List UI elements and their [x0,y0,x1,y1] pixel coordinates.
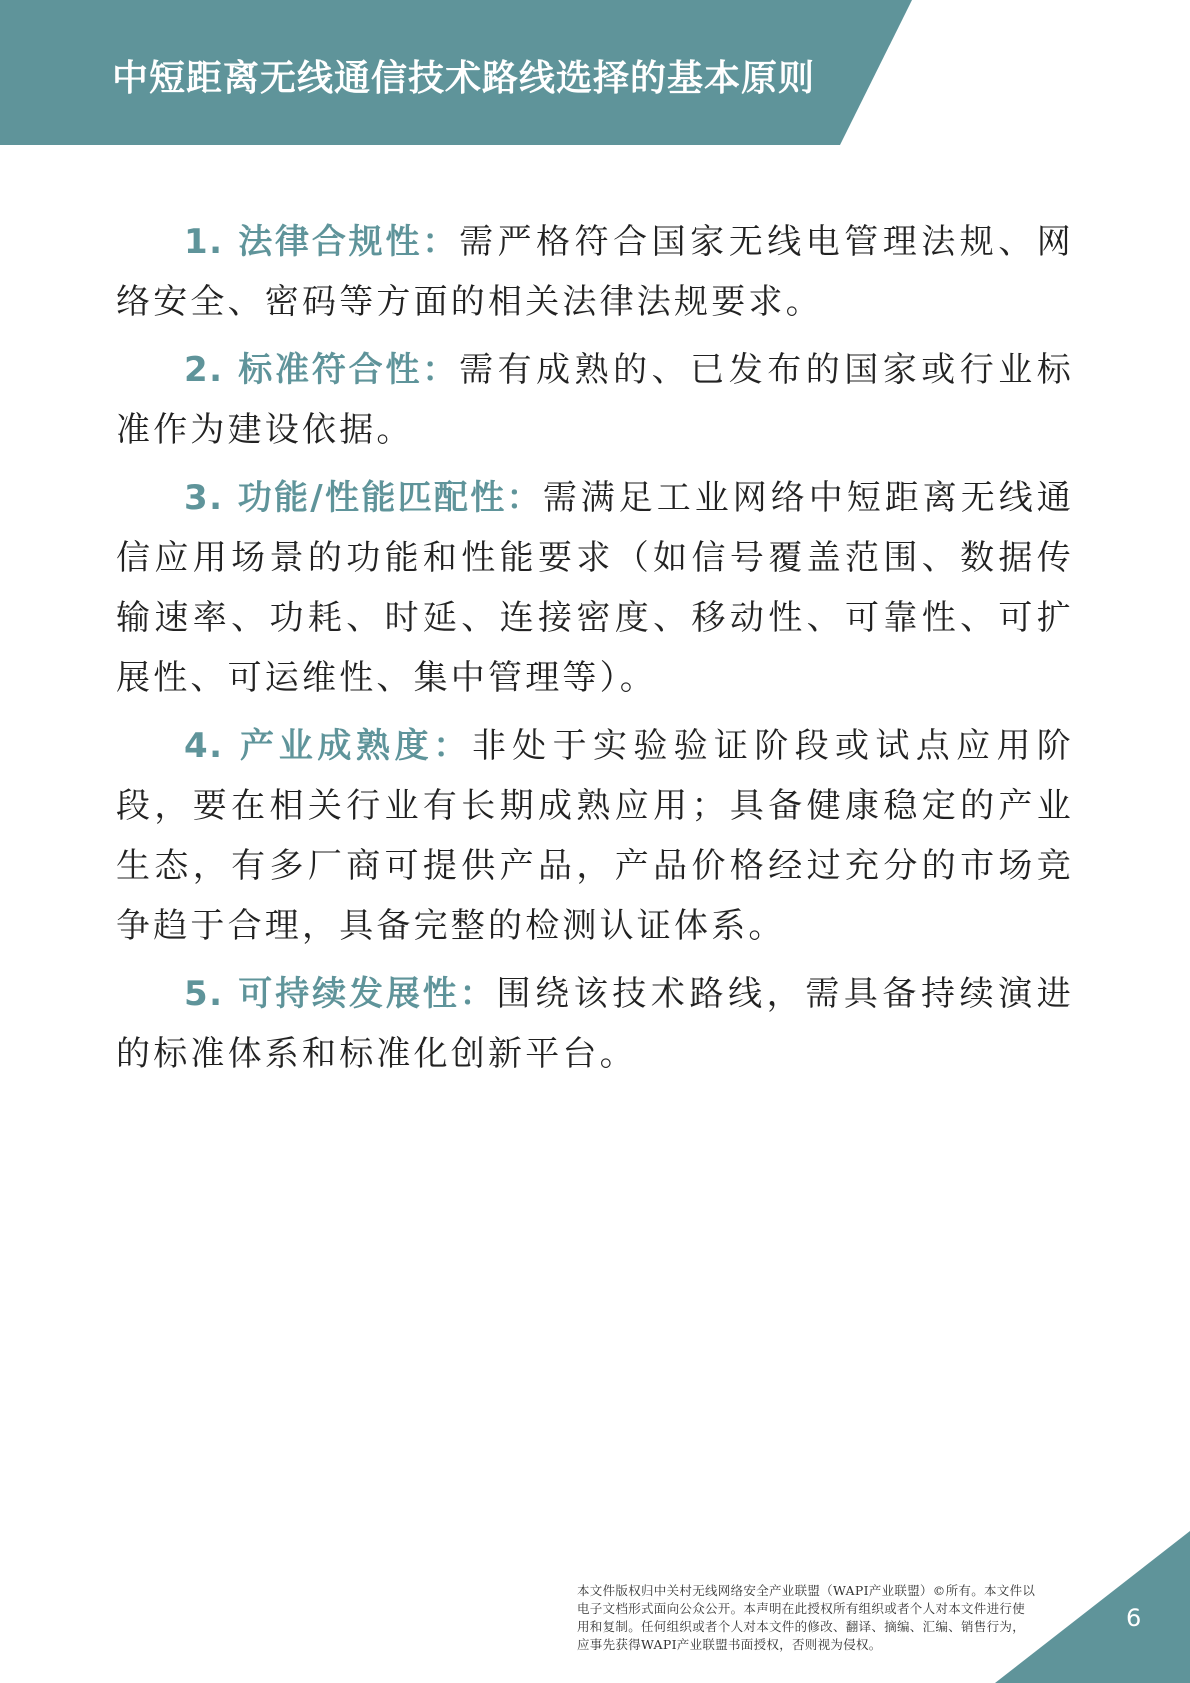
principle-text: 需有成熟的、已发布的国家或行业标准作为建设依据。 [116,350,1074,450]
page-number: 6 [1126,1604,1142,1632]
principle-text: 需严格符合国家无线电管理法规、网络安全、密码等方面的相关法律法规要求。 [116,222,1074,322]
copyright-notice: 本文件版权归中关村无线网络安全产业联盟（WAPI产业联盟）©所有。本文件以电子文档形式面向公众公开。本声明在此授权所有组织或者个人对本文件进行使用和复制。任何组织或者个人对本文件的修改、翻译、摘编、汇编、销售行为，应事先获得WAPI产业联盟书面授权，否则视为侵权。 [577,1583,1036,1652]
principles-list [116,212,1074,1092]
principle-heading: 5. 可持续发展性： [184,974,497,1014]
principle-item [116,212,1074,332]
principle-item [116,468,1074,708]
principle-item [116,964,1074,1084]
principle-text: 围绕该技术路线，需具备持续演进的标准体系和标准化创新平台。 [116,974,1074,1074]
page-title: 中短距离无线通信技术路线选择的基本原则 [112,58,816,99]
principle-heading: 1. 法律合规性： [184,222,460,262]
principle-item [116,716,1074,956]
principle-heading: 2. 标准符合性： [184,350,460,390]
principle-heading: 4. 产业成熟度： [184,726,472,766]
principle-text: 非处于实验验证阶段或试点应用阶段，要在相关行业有长期成熟应用；具备健康稳定的产业生态，有多厂商可提供产品，产品价格经过充分的市场竞争趋于合理，具备完整的检测认证体系。 [116,726,1074,946]
principle-heading: 3. 功能/性能匹配性： [184,478,543,518]
principle-text: 需满足工业网络中短距离无线通信应用场景的功能和性能要求（如信号覆盖范围、数据传输速率、功耗、时延、连接密度、移动性、可靠性、可扩展性、可运维性、集中管理等）。 [116,478,1074,698]
principle-item [116,340,1074,460]
